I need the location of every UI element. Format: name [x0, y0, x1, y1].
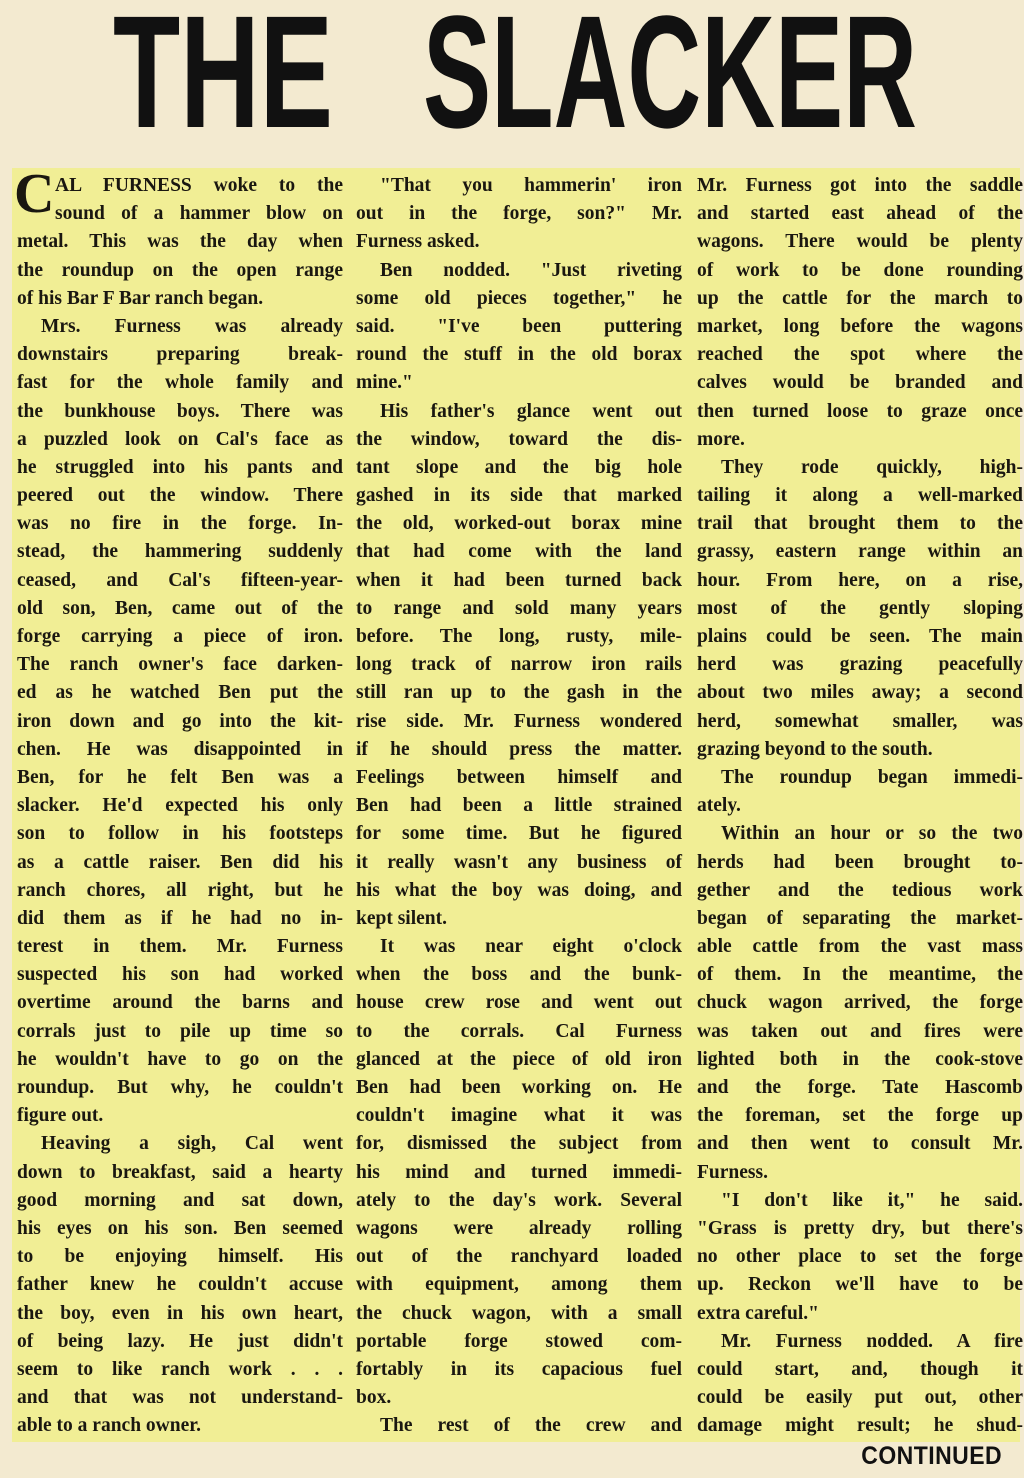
- text-line: to range and sold many years: [356, 597, 682, 619]
- text-line: Ben had been working on. He: [356, 1077, 682, 1098]
- text-line: and then went to consult Mr.: [697, 1133, 1023, 1155]
- text-line: his what the boy was doing, and: [356, 879, 682, 901]
- text-line: Mrs. Furness was already: [41, 315, 343, 337]
- text-line: "I don't like it," he said.: [721, 1189, 1023, 1211]
- text-line: slacker. He'd expected his only: [17, 795, 343, 817]
- text-line: if he should press the matter.: [356, 738, 682, 760]
- text-line: ately.: [697, 795, 741, 817]
- text-line: trail that brought them to the: [697, 513, 1023, 535]
- text-line: herds had been brought to-: [697, 851, 1023, 873]
- text-line: Within an hour or so the two: [721, 823, 1023, 845]
- text-line: the bunkhouse boys. There was: [17, 400, 343, 422]
- text-line: chen. He was disappointed in: [17, 738, 343, 760]
- text-line: ately to the day's work. Several: [356, 1189, 682, 1211]
- text-line: chuck wagon arrived, the forge: [697, 992, 1023, 1014]
- text-line: he struggled into his pants and: [17, 456, 343, 478]
- text-line: downstairs preparing break-: [17, 344, 343, 366]
- text-line: grazing beyond to the south.: [697, 738, 933, 760]
- text-line: for some time. But he figured: [356, 823, 682, 845]
- text-line: when the boss and the bunk-: [356, 964, 682, 986]
- article-column-1: [14, 163, 343, 1440]
- text-line: out of the ranchyard loaded: [356, 1246, 682, 1268]
- text-line: the old, worked-out borax mine: [356, 513, 682, 535]
- drop-cap: C: [14, 163, 55, 225]
- text-line: good morning and sat down,: [17, 1189, 343, 1211]
- text-line: and that was not understand-: [17, 1387, 343, 1409]
- text-line: Mr. Furness nodded. A fire: [721, 1330, 1023, 1352]
- text-line: suspected his son had worked: [17, 964, 343, 986]
- text-line: Ben, for he felt Ben was a: [17, 766, 343, 788]
- text-line: began of separating the market-: [697, 907, 1023, 929]
- text-line: as a cattle raiser. Ben did his: [17, 851, 343, 873]
- text-line: The ranch owner's face darken-: [17, 654, 343, 676]
- text-line: AL FURNESS woke to the: [55, 175, 343, 196]
- text-line: able cattle from the vast mass: [697, 936, 1023, 958]
- text-line: that had come with the land: [356, 541, 682, 563]
- text-line: no other place to set the forge: [697, 1246, 1023, 1268]
- text-line: They rode quickly, high-: [721, 456, 1023, 478]
- text-line: about two miles away; a second: [697, 682, 1023, 704]
- text-line: and started east ahead of the: [697, 203, 1023, 225]
- text-line: his mind and turned immedi-: [356, 1161, 682, 1183]
- text-line: glanced at the piece of old iron: [356, 1048, 682, 1070]
- text-line: his eyes on his son. Ben seemed: [17, 1217, 343, 1239]
- text-line: old son, Ben, came out of the: [17, 597, 343, 619]
- text-line: mine.": [356, 372, 413, 394]
- text-line: of work to be done rounding: [697, 259, 1023, 281]
- text-line: gashed in its side that marked: [356, 485, 682, 507]
- text-line: tailing it along a well-marked: [697, 485, 1023, 507]
- text-line: the window, toward the dis-: [356, 428, 682, 450]
- text-line: market, long before the wagons: [697, 315, 1023, 337]
- text-line: the foreman, set the forge up: [697, 1105, 1023, 1127]
- text-line: portable forge stowed com-: [356, 1330, 682, 1352]
- text-line: more.: [697, 428, 745, 450]
- text-line: it really wasn't any business of: [356, 851, 682, 873]
- text-line: house crew rose and went out: [356, 992, 682, 1014]
- text-line: gether and the tedious work: [697, 879, 1023, 901]
- text-line: roundup. But why, he couldn't: [17, 1077, 343, 1098]
- text-line: of them. In the meantime, the: [697, 964, 1023, 986]
- text-line: was no fire in the forge. In-: [17, 513, 343, 535]
- text-line: "That you hammerin' iron: [380, 175, 682, 196]
- text-line: figure out.: [17, 1105, 104, 1127]
- text-line: he wouldn't have to go on the: [17, 1048, 343, 1070]
- text-line: couldn't imagine what it was: [356, 1105, 682, 1127]
- text-line: with equipment, among them: [356, 1274, 682, 1296]
- text-line: herd was grazing peacefully: [697, 654, 1023, 676]
- text-line: corrals just to pile up time so: [17, 1020, 343, 1042]
- text-line: stead, the hammering suddenly: [17, 541, 343, 563]
- text-line: Furness asked.: [356, 231, 480, 253]
- text-line: the chuck wagon, with a small: [356, 1302, 682, 1324]
- text-line: The rest of the crew and: [380, 1415, 682, 1437]
- text-line: terest in them. Mr. Furness: [17, 936, 343, 958]
- text-line: ranch chores, all right, but he: [17, 879, 343, 901]
- text-line: was taken out and fires were: [697, 1020, 1023, 1042]
- continued-label: CONTINUED: [861, 1442, 1002, 1470]
- text-line: peered out the window. There: [17, 485, 343, 507]
- text-line: to the corrals. Cal Furness: [356, 1020, 682, 1042]
- text-line: It was near eight o'clock: [380, 936, 682, 958]
- text-line: most of the gently sloping: [697, 597, 1023, 619]
- text-line: lighted both in the cook-stove: [697, 1048, 1023, 1070]
- text-line: wagons. There would be plenty: [697, 231, 1023, 253]
- text-line: tant slope and the big hole: [356, 456, 682, 478]
- text-line: up the cattle for the march to: [697, 287, 1023, 309]
- text-line: could start, and, though it: [697, 1358, 1023, 1380]
- text-line: hour. From here, on a rise,: [697, 569, 1023, 591]
- text-line: still ran up to the gash in the: [356, 682, 682, 704]
- text-line: for, dismissed the subject from: [356, 1133, 682, 1155]
- text-line: said. "I've been puttering: [356, 315, 682, 337]
- text-line: damage might result; he shud-: [697, 1415, 1023, 1437]
- text-line: grassy, eastern range within an: [697, 541, 1023, 563]
- text-line: then turned loose to graze once: [697, 400, 1023, 422]
- text-line: plains could be seen. The main: [697, 626, 1023, 647]
- text-line: Ben had been a little strained: [356, 795, 682, 817]
- text-line: metal. This was the day when: [17, 231, 343, 253]
- text-line: His father's glance went out: [380, 400, 682, 422]
- text-line: overtime around the barns and: [17, 992, 343, 1014]
- text-line: down to breakfast, said a hearty: [17, 1161, 343, 1183]
- text-line: Furness.: [697, 1161, 768, 1183]
- text-line: seem to like ranch work . . .: [17, 1358, 343, 1380]
- text-line: reached the spot where the: [697, 344, 1023, 366]
- text-line: kept silent.: [356, 907, 448, 929]
- text-line: iron down and go into the kit-: [17, 710, 343, 732]
- text-line: fast for the whole family and: [17, 372, 343, 394]
- text-line: Heaving a sigh, Cal went: [41, 1133, 343, 1155]
- text-line: rise side. Mr. Furness wondered: [356, 710, 682, 732]
- text-line: the boy, even in his own heart,: [17, 1302, 343, 1324]
- text-line: some old pieces together," he: [356, 287, 682, 309]
- text-line: forge carrying a piece of iron.: [17, 626, 343, 647]
- text-line: to be enjoying himself. His: [17, 1246, 343, 1268]
- text-line: of being lazy. He just didn't: [17, 1330, 343, 1352]
- text-line: The roundup began immedi-: [721, 766, 1023, 788]
- text-line: a puzzled look on Cal's face as: [17, 428, 343, 450]
- text-line: "Grass is pretty dry, but there's: [697, 1217, 1023, 1239]
- text-line: ceased, and Cal's fifteen-year-: [17, 569, 343, 591]
- text-line: the roundup on the open range: [17, 259, 343, 281]
- text-line: fortably in its capacious fuel: [356, 1358, 682, 1380]
- text-line: of his Bar F Bar ranch began.: [17, 287, 264, 309]
- text-line: father knew he couldn't accuse: [17, 1274, 343, 1296]
- text-line: ed as he watched Ben put the: [17, 682, 343, 704]
- text-line: sound of a hammer blow on: [55, 203, 343, 225]
- text-line: up. Reckon we'll have to be: [697, 1274, 1023, 1296]
- text-line: did them as if he had no in-: [17, 907, 343, 929]
- text-line: out in the forge, son?" Mr.: [356, 203, 682, 225]
- text-line: round the stuff in the old borax: [356, 344, 682, 366]
- article-column-2: [356, 172, 682, 1440]
- text-line: Feelings between himself and: [356, 766, 682, 788]
- story-title: [0, 0, 1024, 150]
- text-line: box.: [356, 1387, 392, 1409]
- text-line: before. The long, rusty, mile-: [356, 626, 682, 647]
- text-line: Ben nodded. "Just riveting: [380, 259, 682, 281]
- text-line: long track of narrow iron rails: [356, 654, 682, 676]
- text-line: extra careful.": [697, 1302, 819, 1324]
- text-line: calves would be branded and: [697, 372, 1023, 394]
- text-line: able to a ranch owner.: [17, 1415, 201, 1437]
- text-line: and the forge. Tate Hascomb: [697, 1077, 1023, 1098]
- text-line: could be easily put out, other: [697, 1387, 1023, 1409]
- title-word-the: THE: [113, 0, 333, 150]
- article-column-3: [697, 172, 1023, 1440]
- text-line: son to follow in his footsteps: [17, 823, 343, 845]
- text-line: Mr. Furness got into the saddle: [697, 175, 1023, 196]
- text-line: when it had been turned back: [356, 569, 682, 591]
- text-line: wagons were already rolling: [356, 1217, 682, 1239]
- title-word-slacker: SLACKER: [423, 0, 917, 150]
- text-line: herd, somewhat smaller, was: [697, 710, 1023, 732]
